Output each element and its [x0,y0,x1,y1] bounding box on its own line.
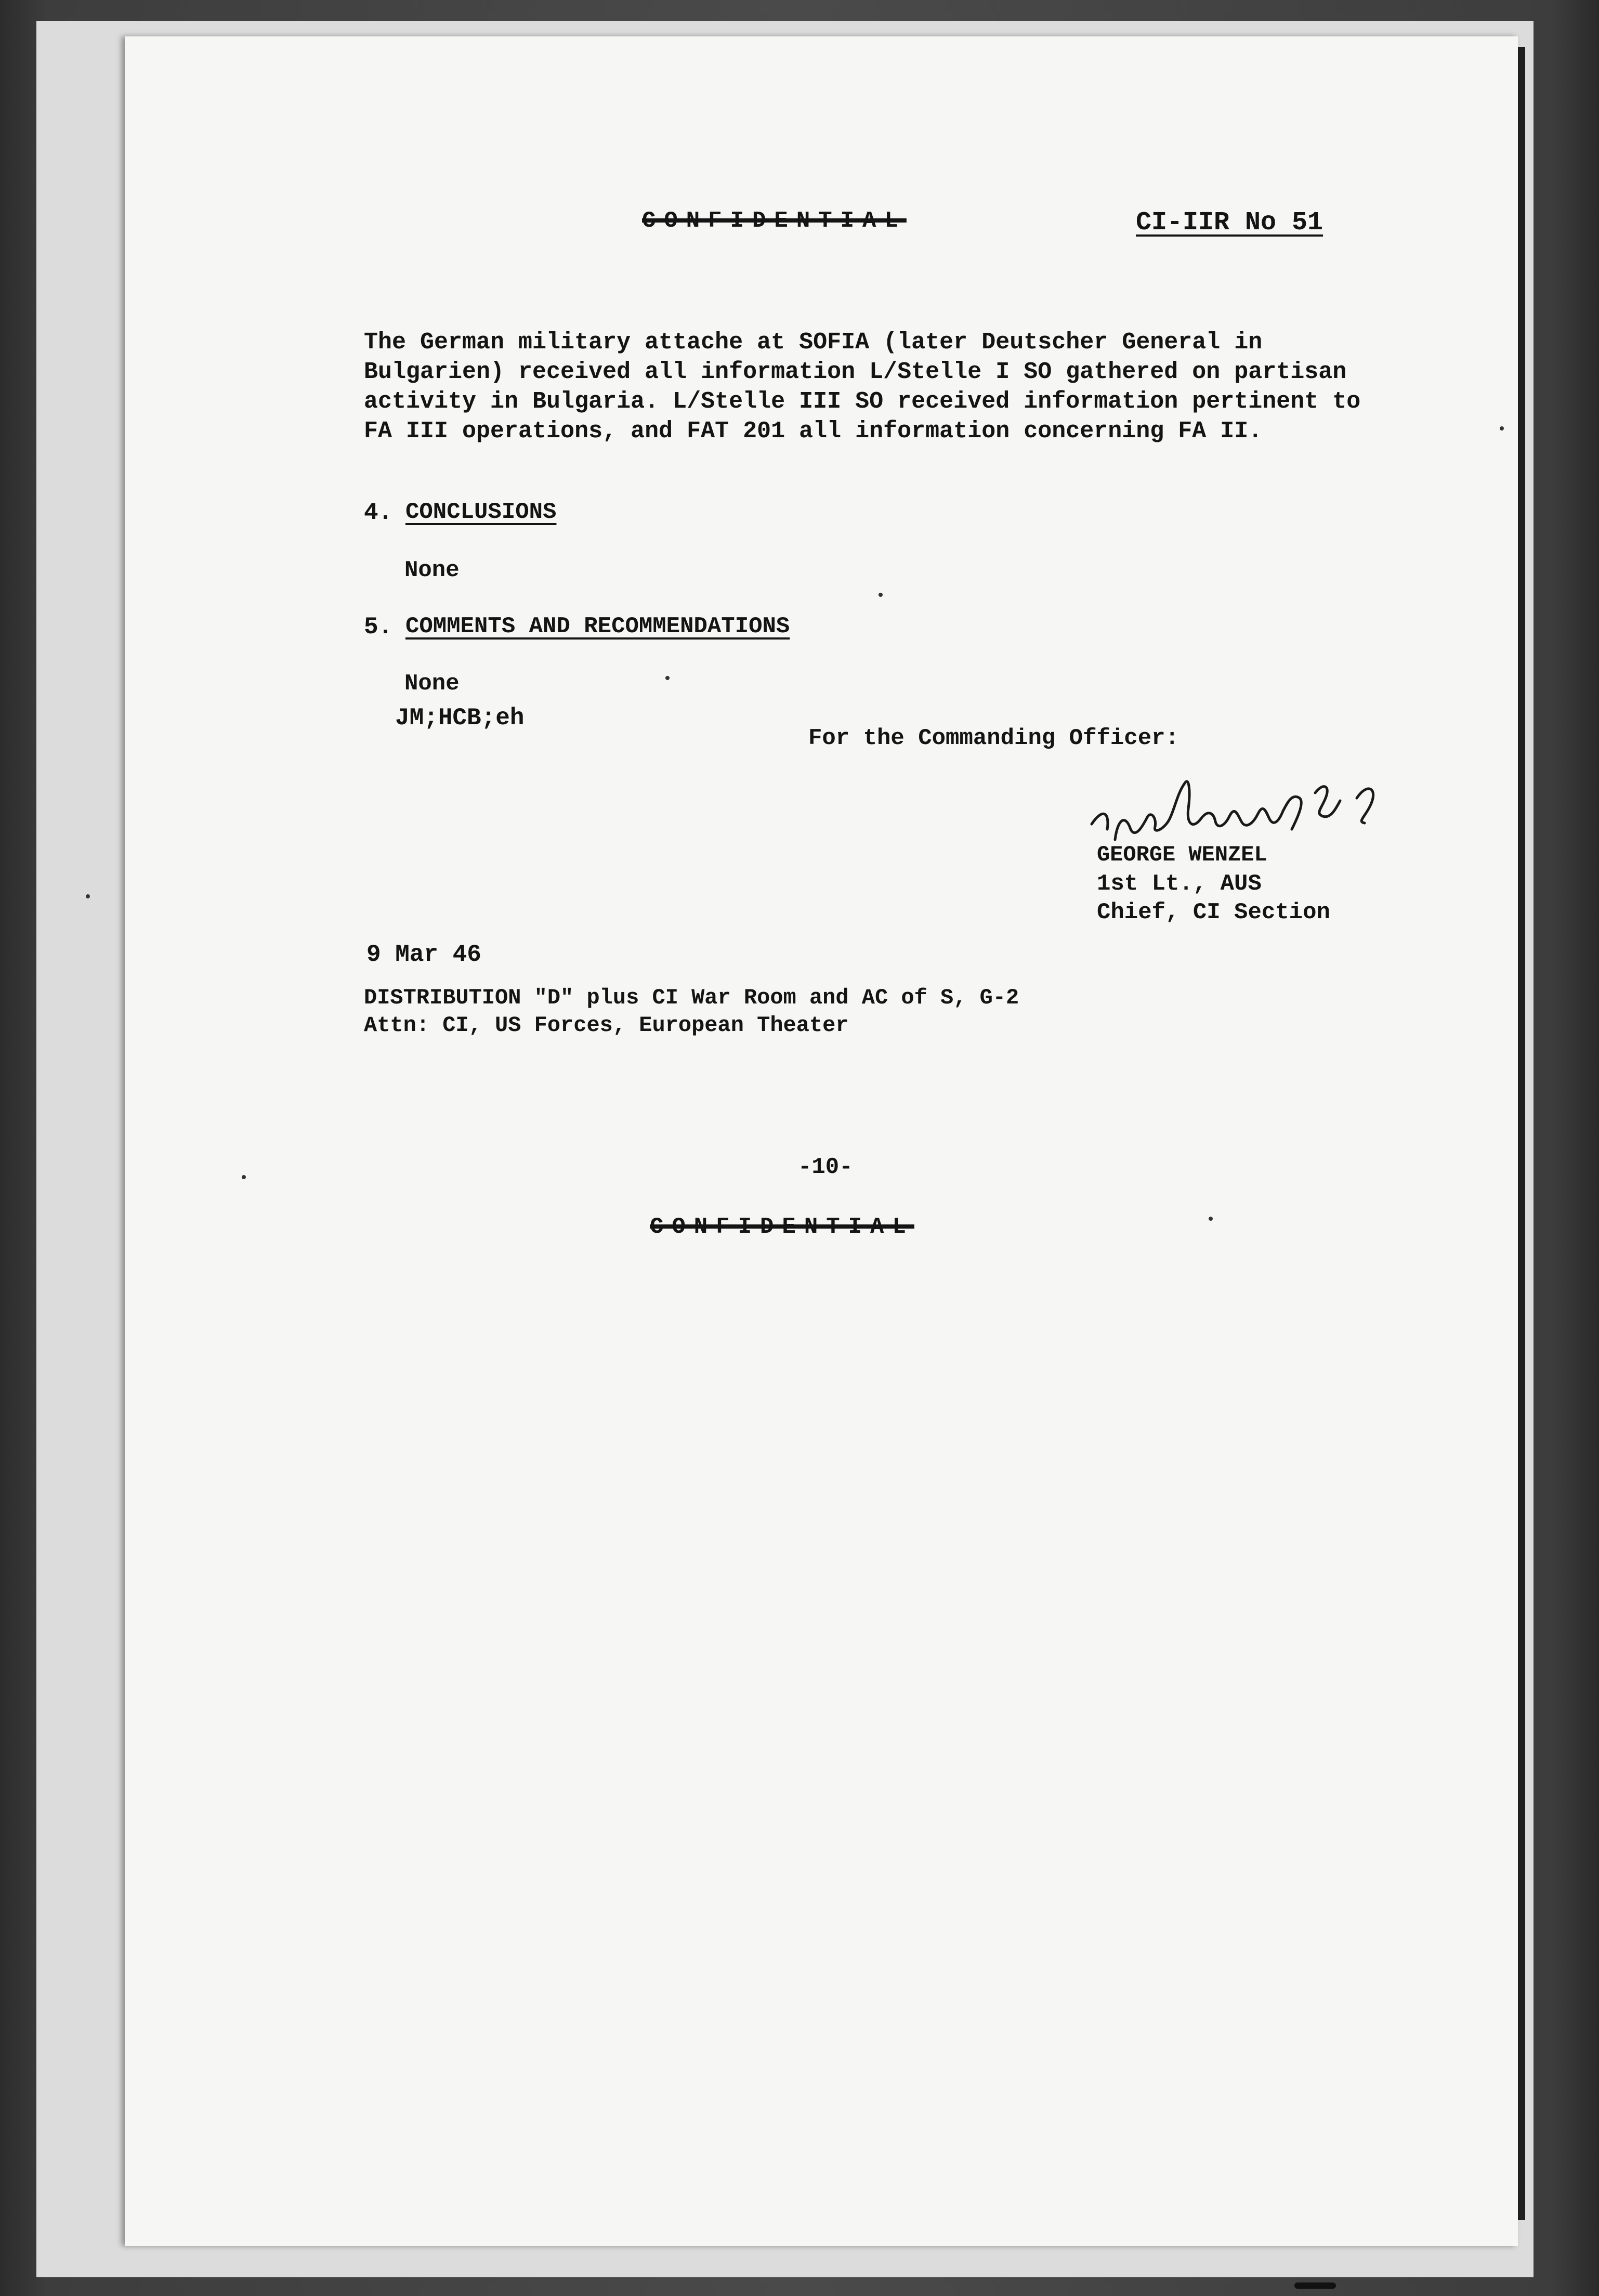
scan-speck [1294,2282,1336,2289]
signature-intro: For the Commanding Officer: [808,725,1179,751]
scan-speck [86,894,90,898]
header-classification: CONFIDENTIAL [642,208,907,234]
section-4-heading: CONCLUSIONS [405,499,557,525]
section-5-content: None [404,671,460,697]
signer-title: Chief, CI Section [1097,899,1330,925]
signer-rank: 1st Lt., AUS [1097,871,1262,897]
typist-initials: JM;HCB;eh [395,705,525,732]
distribution-line-1: DISTRIBUTION "D" plus CI War Room and AC of S, G-2 [364,985,1019,1010]
signer-name: GEORGE WENZEL [1097,842,1267,867]
page-edge-shadow [1518,47,1525,2220]
document-date: 9 Mar 46 [366,941,481,968]
report-number: CI-IIR No 51 [1136,208,1323,238]
distribution-line-2: Attn: CI, US Forces, European Theater [364,1013,849,1038]
section-5-heading: COMMENTS AND RECOMMENDATIONS [405,614,790,640]
footer-classification: CONFIDENTIAL [650,1214,914,1240]
scan-speck [242,1175,246,1179]
section-5-number: 5. [364,614,393,641]
body-paragraph: The German military attache at SOFIA (later Deutscher General in Bulgarien) received all information L/Stelle I SO gathered on partisan activity in Bulgaria. L/Stelle III SO received information pertinent to FA III operations, and FAT 201 all information concerning FA II. [364,329,1361,445]
scan-speck [665,676,670,680]
page-number: -10- [798,1154,853,1180]
scan-speck [1500,426,1504,430]
scan-speck [1209,1217,1213,1221]
section-4-content: None [404,557,460,583]
scan-speck [879,593,883,597]
section-4-number: 4. [364,499,393,526]
